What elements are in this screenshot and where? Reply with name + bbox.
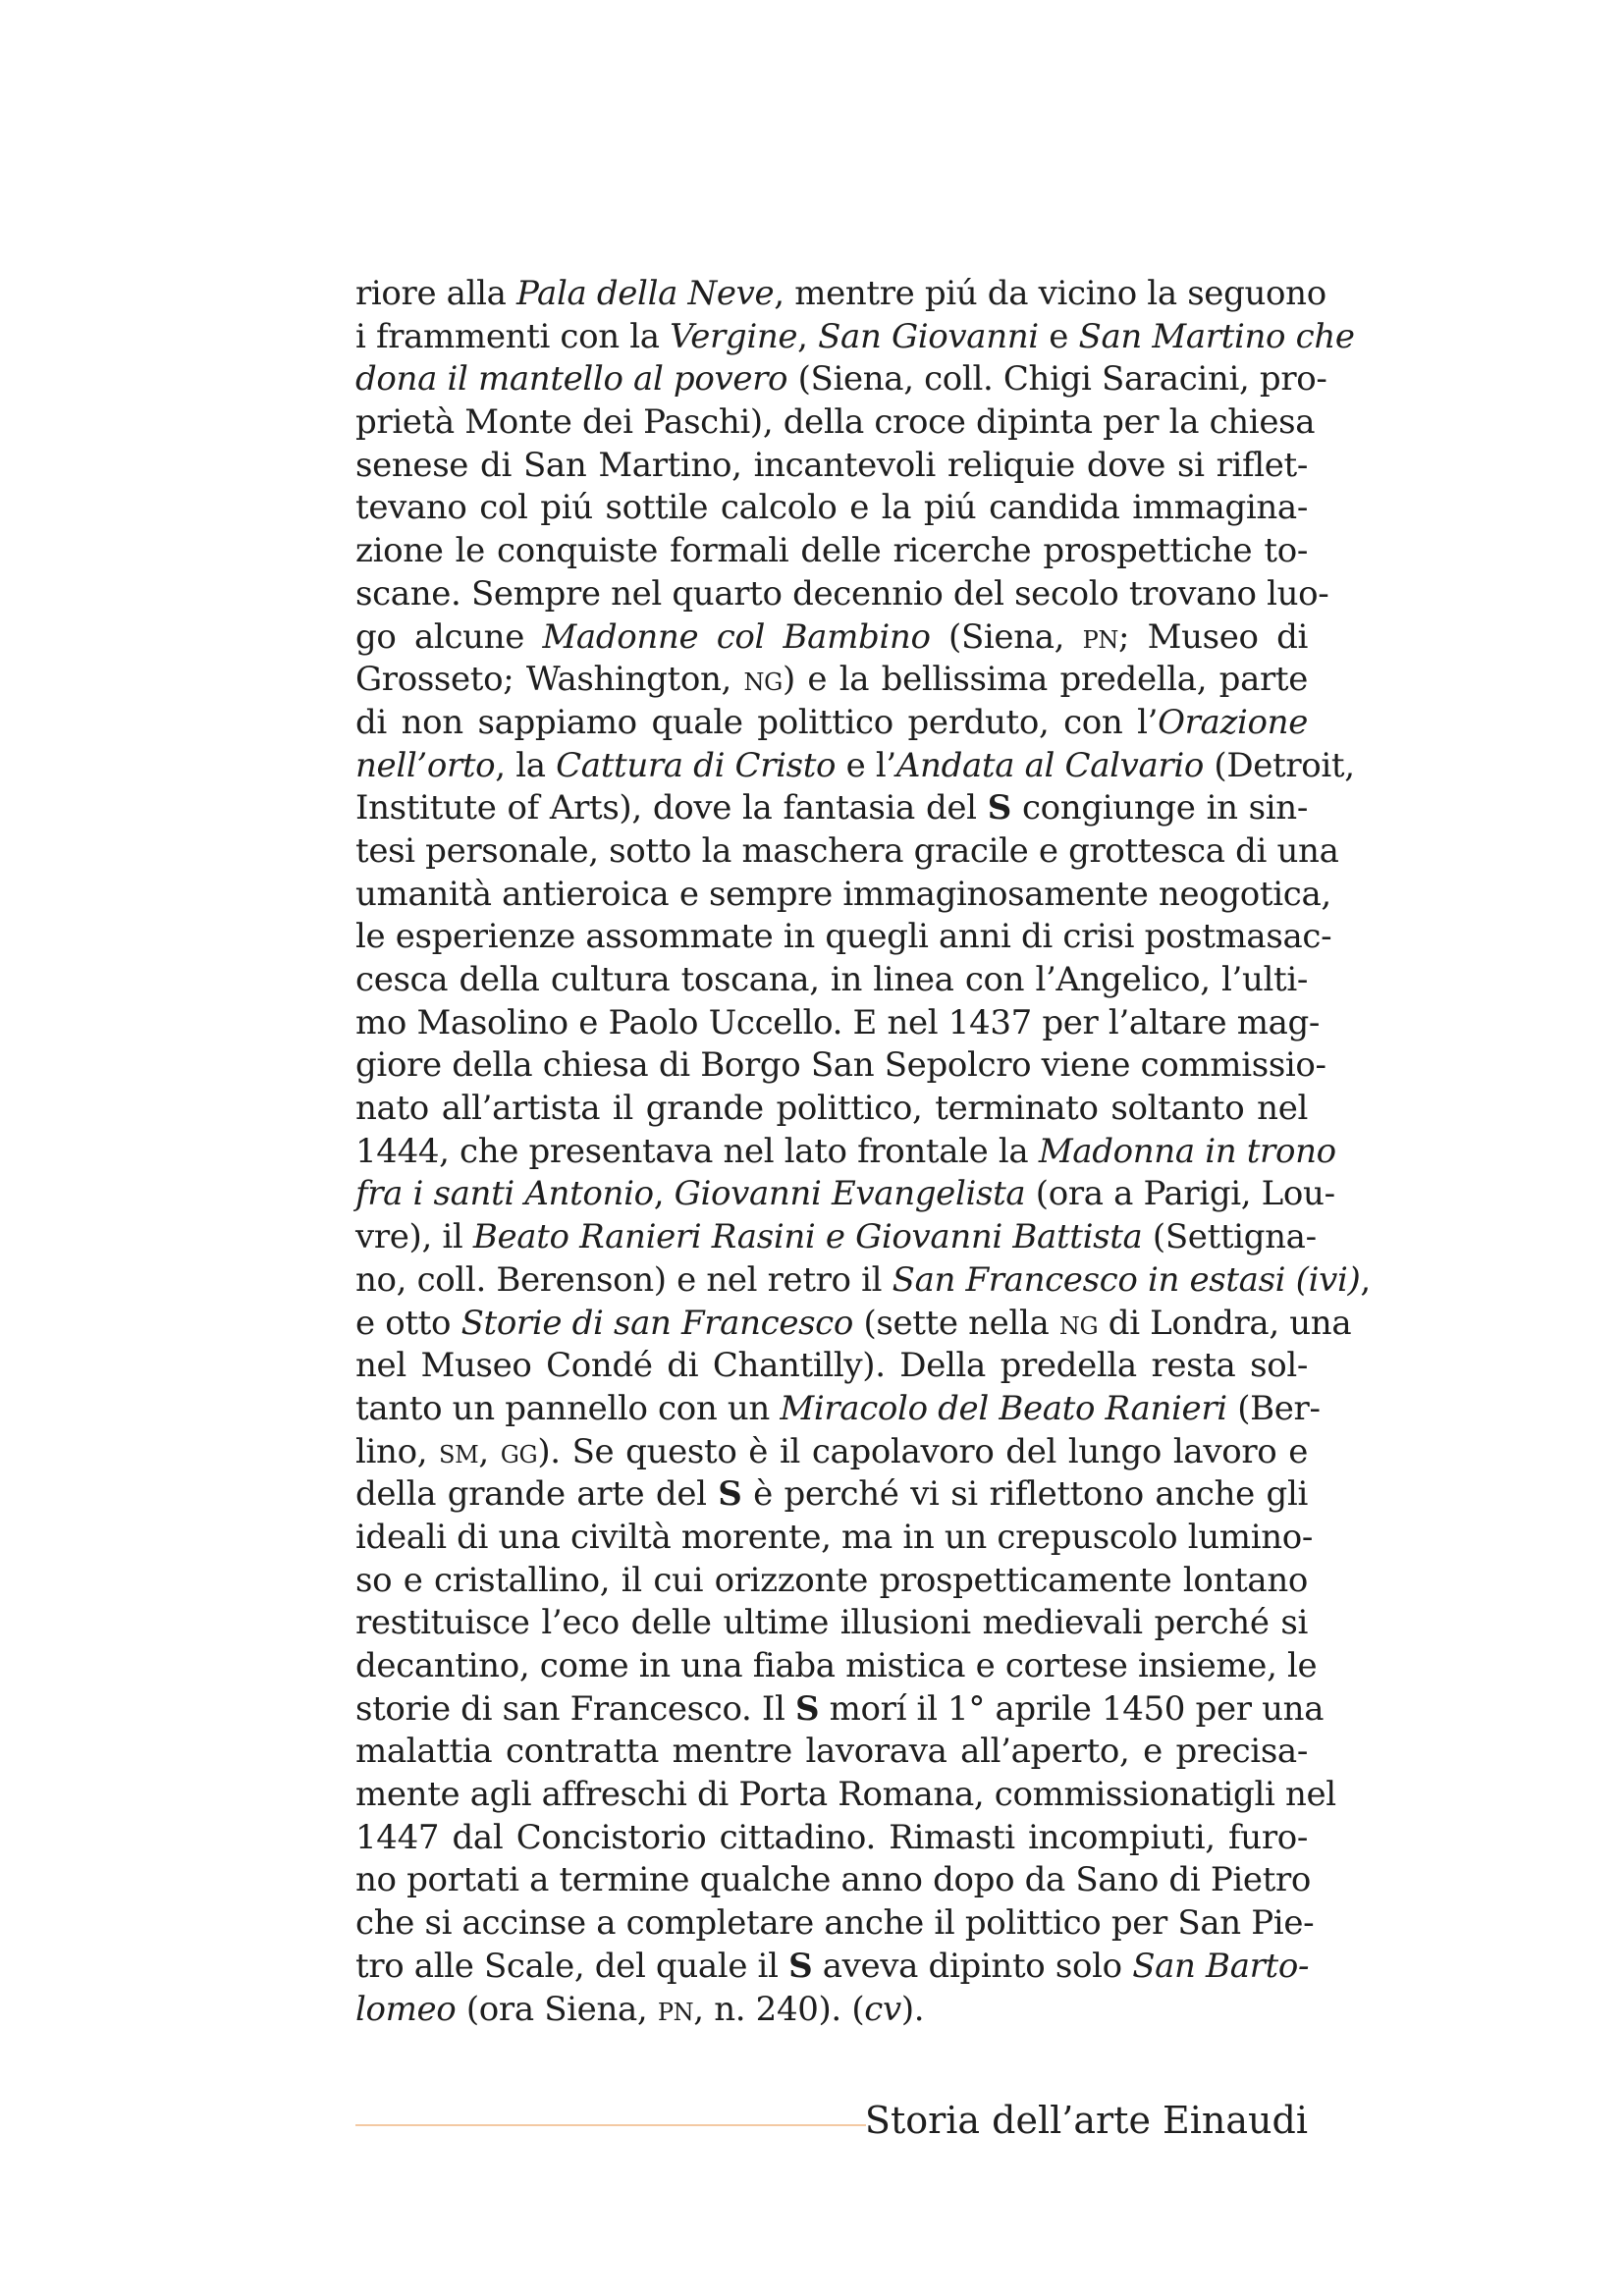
text-line	[355, 1173, 1335, 1216]
text-line	[355, 830, 1339, 874]
text-run: riore alla	[355, 274, 517, 313]
text-run: nel Museo Condé di Chantilly). Della predella resta sol-	[355, 1346, 1308, 1386]
text-run: malattia contratta mentre lavorava all’aperto, e precisa-	[355, 1732, 1308, 1772]
text-run: (sette nella	[853, 1303, 1059, 1343]
text-line	[355, 1731, 1308, 1774]
text-run: ) e la bellissima predella, parte	[782, 660, 1308, 700]
italic-run: Andata al Calvario	[895, 745, 1204, 785]
text-run: tevano col piú sottile calcolo e la piú candida immagina-	[355, 488, 1308, 528]
bold-run: S	[718, 1474, 742, 1515]
text-run: ,	[797, 316, 819, 356]
text-run: è perché vi si riflettono anche gli	[741, 1474, 1308, 1515]
text-run: tesi personale, sotto la maschera gracile e grottesca di una	[355, 830, 1339, 871]
italic-run: Cattura di Cristo	[556, 745, 837, 785]
text-run: , mentre piú da vicino la seguono	[774, 274, 1326, 313]
text-line	[355, 1303, 1352, 1346]
bold-run: S	[987, 788, 1011, 828]
text-run: giore della chiesa di Borgo San Sepolcro viene commissio-	[355, 1045, 1326, 1086]
page-footer	[355, 2095, 1308, 2154]
italic-run: fra i santi Antonio	[355, 1174, 654, 1214]
text-run: scane. Sempre nel quarto decennio del secolo trovano luo-	[355, 573, 1329, 614]
text-line	[355, 358, 1327, 401]
footer-publication-title: Storia dell’arte Einaudi	[864, 2099, 1308, 2142]
text-run: 1447 dal Concistorio cittadino. Rimasti incompiuti, furo-	[355, 1817, 1308, 1857]
text-run: so e cristallino, il cui orizzonte prospetticamente lontano	[355, 1560, 1308, 1600]
text-line	[355, 1517, 1314, 1560]
text-line	[355, 530, 1308, 573]
text-line	[355, 745, 1355, 788]
italic-run: Madonne col Bambino	[542, 616, 931, 657]
text-line	[355, 1259, 1371, 1303]
text-line	[355, 573, 1329, 616]
small-caps-run: ng	[1058, 1303, 1099, 1343]
small-caps-run: pn	[657, 1989, 694, 2029]
italic-run: Giovanni Evangelista	[674, 1174, 1026, 1214]
text-run: di non sappiamo quale polittico perduto, con l’	[355, 702, 1159, 742]
text-line	[355, 659, 1308, 702]
text-line	[355, 1859, 1311, 1902]
text-run: che si accinse a completare anche il polittico per San Pie-	[355, 1903, 1315, 1944]
text-line	[355, 1388, 1321, 1431]
text-run: lino,	[355, 1431, 440, 1471]
text-line	[355, 1088, 1308, 1131]
text-run: ,	[1360, 1259, 1371, 1300]
text-run: no portati a termine qualche anno dopo da Sano di Pietro	[355, 1860, 1311, 1900]
text-line	[355, 616, 1308, 660]
text-line	[355, 916, 1332, 959]
footer-divider	[355, 2124, 866, 2126]
text-run: Institute of Arts), dove la fantasia del	[355, 788, 988, 828]
italic-run: Storie di san Francesco	[460, 1303, 853, 1343]
text-run: Grosseto; Washington,	[355, 660, 744, 700]
text-run: (Ber-	[1226, 1388, 1321, 1428]
italic-run: Orazione	[1158, 702, 1308, 742]
italic-run: Beato Ranieri Rasini e Giovanni Battista	[472, 1217, 1143, 1257]
bold-run: S	[788, 1946, 813, 1986]
text-run: no, coll. Berenson) e nel retro il	[355, 1259, 893, 1300]
text-run: vre), il	[355, 1217, 473, 1257]
text-line	[355, 1560, 1308, 1603]
text-run: tanto un pannello con un	[355, 1388, 781, 1428]
text-line	[355, 1902, 1315, 1946]
text-line	[355, 1688, 1325, 1732]
text-line	[355, 487, 1308, 530]
text-line	[355, 1431, 1308, 1474]
text-run: e	[1038, 316, 1079, 356]
text-line	[355, 1602, 1308, 1645]
text-line	[355, 1345, 1308, 1388]
text-run: storie di san Francesco. Il	[355, 1688, 795, 1729]
text-run: (Detroit,	[1203, 745, 1355, 785]
text-run: mente agli affreschi di Porta Romana, commissionatigli nel	[355, 1775, 1336, 1815]
text-run: decantino, come in una fiaba mistica e cortese insieme, le	[355, 1646, 1318, 1685]
text-line	[355, 1989, 1308, 2032]
italic-run: Miracolo del Beato Ranieri	[780, 1388, 1227, 1428]
italic-run: dona il mantello al povero	[355, 359, 788, 400]
text-run: (Siena, coll. Chigi Saracini, pro-	[787, 359, 1327, 400]
text-run: congiunge in sin-	[1010, 788, 1308, 828]
text-line	[355, 1044, 1326, 1088]
text-run: (Siena,	[930, 616, 1083, 657]
small-caps-run: pn	[1082, 616, 1119, 657]
text-line	[355, 874, 1331, 917]
text-run: (ora a Parigi, Lou-	[1025, 1174, 1335, 1214]
text-run: ). Se questo è il capolavoro del lungo lavoro e	[537, 1431, 1308, 1471]
text-run: cesca della cultura toscana, in linea con l’Angelico, l’ulti-	[355, 960, 1308, 999]
text-run: zione le conquiste formali delle ricerche prospettiche to-	[355, 531, 1308, 571]
text-line	[355, 702, 1308, 745]
text-line	[355, 1002, 1321, 1045]
italic-run: nell’orto	[355, 745, 496, 785]
text-run: , la	[495, 745, 557, 785]
small-caps-run: ng	[743, 660, 783, 700]
text-line	[355, 959, 1308, 1002]
italic-run: lomeo	[355, 1989, 457, 2029]
text-line	[355, 401, 1316, 445]
text-run: ,	[478, 1431, 501, 1471]
text-run: ).	[900, 1989, 925, 2029]
text-run: ; Museo di	[1118, 616, 1309, 657]
text-run: prietà Monte dei Paschi), della croce dipinta per la chiesa	[355, 402, 1316, 443]
text-run: restituisce l’eco delle ultime illusioni medievali perché si	[355, 1603, 1308, 1643]
italic-run: Vergine	[670, 316, 798, 356]
text-run: , n. 240). (	[693, 1989, 865, 2029]
text-run: (Settigna-	[1142, 1217, 1317, 1257]
text-run: e l’	[836, 745, 896, 785]
text-line	[355, 1216, 1317, 1259]
italic-run: cv	[864, 1989, 901, 2029]
italic-run: Pala della Neve	[516, 274, 775, 313]
text-line	[355, 273, 1326, 316]
italic-run: San Barto-	[1132, 1946, 1310, 1986]
text-run: i frammenti con la	[355, 316, 671, 356]
text-run: di Londra, una	[1098, 1303, 1352, 1343]
text-run: aveva dipinto solo	[812, 1946, 1133, 1986]
text-line	[355, 1473, 1308, 1517]
text-run: mo Masolino e Paolo Uccello. E nel 1437 per l’altare mag-	[355, 1002, 1321, 1042]
text-run: senese di San Martino, incantevoli reliquie dove si riflet-	[355, 445, 1308, 485]
italic-run: Madonna in trono	[1038, 1131, 1336, 1171]
text-run: ideali di una civiltà morente, ma in un crepuscolo lumino-	[355, 1517, 1314, 1557]
small-caps-run: sm	[439, 1431, 479, 1471]
text-run: e otto	[355, 1303, 461, 1343]
text-line	[355, 1946, 1308, 1989]
small-caps-run: gg	[500, 1431, 538, 1471]
text-line	[355, 1817, 1308, 1860]
text-line	[355, 1774, 1336, 1817]
text-run: le esperienze assommate in quegli anni di crisi postmasac-	[355, 917, 1332, 957]
text-run: tro alle Scale, del quale il	[355, 1946, 789, 1986]
italic-run: San Francesco in estasi (ivi)	[892, 1259, 1361, 1300]
text-run: (ora Siena,	[456, 1989, 658, 2029]
text-line	[355, 445, 1308, 488]
body-text	[355, 273, 1371, 2031]
text-run: 1444, che presentava nel lato frontale la	[355, 1131, 1039, 1171]
text-line	[355, 1645, 1318, 1688]
text-run: umanità antieroica e sempre immaginosamente neogotica,	[355, 874, 1331, 914]
text-line	[355, 1131, 1336, 1174]
text-run: nato all’artista il grande polittico, terminato soltanto nel	[355, 1089, 1308, 1129]
bold-run: S	[794, 1688, 820, 1729]
italic-run: San Martino che	[1078, 316, 1355, 356]
text-run: della grande arte del	[355, 1474, 719, 1515]
text-run: ,	[653, 1174, 675, 1214]
text-line	[355, 316, 1355, 359]
italic-run: San Giovanni	[818, 316, 1039, 356]
text-run: go alcune	[355, 616, 543, 657]
text-line	[355, 787, 1308, 830]
text-run: morí il 1° aprile 1450 per una	[819, 1688, 1325, 1729]
